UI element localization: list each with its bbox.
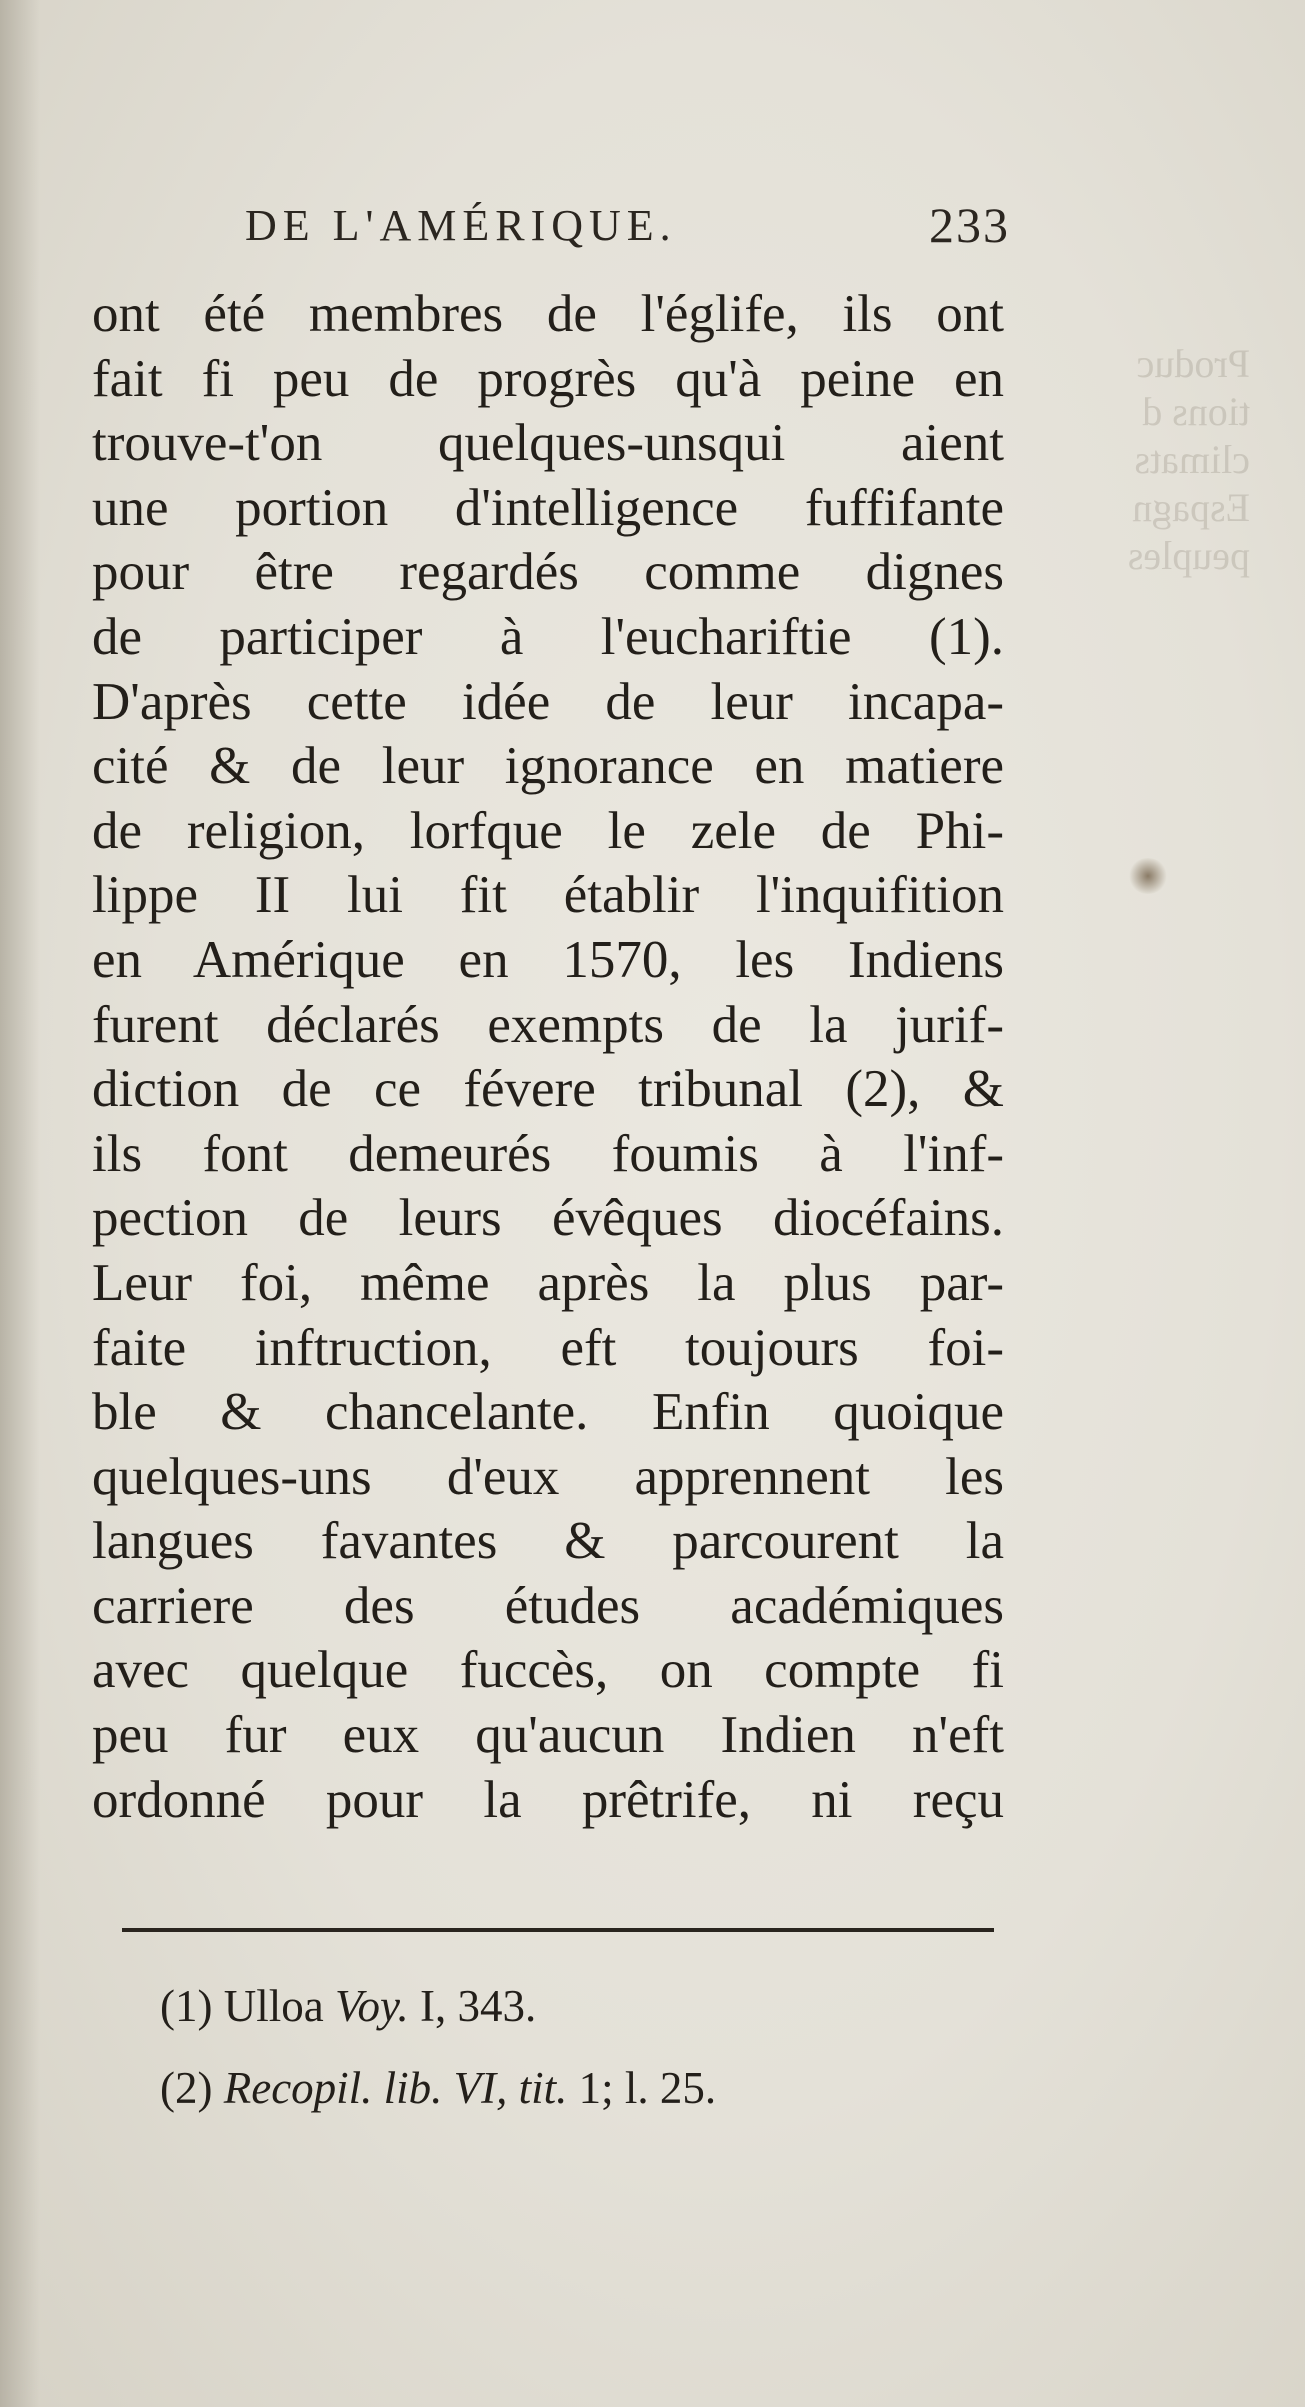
text-line: fait fi peu de progrès qu'à peine en bbox=[92, 349, 1004, 408]
footnote-locator: 1; l. 25. bbox=[578, 2063, 717, 2113]
text-line: pour être regardés comme dignes bbox=[92, 543, 1004, 602]
text-line: lippe II lui fit établir l'inquifition bbox=[92, 866, 1004, 925]
text-line: trouve-t'on quelques-unsqui aient bbox=[92, 414, 1004, 473]
text-line: ble & chancelante. Enfin quoique bbox=[92, 1383, 1004, 1442]
footnote-1 bbox=[160, 1965, 1000, 2047]
bleed-line: peuples bbox=[1127, 533, 1250, 578]
text-line: cité & de leur ignorance en matiere bbox=[92, 737, 1004, 796]
footnote-locator: I, 343. bbox=[419, 1981, 537, 2031]
bleed-line: tions d bbox=[1142, 389, 1250, 434]
running-title: DE L'AMÉRIQUE. bbox=[245, 201, 677, 250]
text-line: une portion d'intelligence fuffifante bbox=[92, 478, 1004, 537]
running-header bbox=[245, 197, 1010, 260]
text-line: ont été membres de l'églife, ils ont bbox=[92, 285, 1004, 343]
footnote-rule bbox=[122, 1928, 994, 1932]
text-line: peu fur eux qu'aucun Indien n'eft bbox=[92, 1706, 1004, 1765]
text-line: diction de ce févere tribunal (2), & bbox=[92, 1060, 1004, 1119]
body-text bbox=[92, 282, 1004, 1832]
text-line: pection de leurs évêques diocéfains. bbox=[92, 1189, 1004, 1248]
text-line: Leur foi, même après la plus par- bbox=[92, 1253, 1004, 1312]
bleed-through-margin-text bbox=[1030, 340, 1250, 580]
text-line: quelques-uns d'eux apprennent les bbox=[92, 1447, 1004, 1506]
footnote-author: Ulloa bbox=[223, 1981, 324, 2031]
bleed-line: Espagn bbox=[1132, 485, 1250, 530]
text-line: avec quelque fuccès, on compte fi bbox=[92, 1641, 1004, 1700]
footnote-mark: (1) bbox=[160, 1981, 213, 2031]
footnote-reference: Voy. bbox=[334, 1981, 409, 2031]
text-line: ordonné pour la prêtrife, ni reçu bbox=[92, 1770, 1004, 1829]
text-line: en Amérique en 1570, les Indiens bbox=[92, 930, 1004, 989]
text-line: faite inftruction, eft toujours foi- bbox=[92, 1318, 1004, 1377]
bleed-line: climats bbox=[1134, 437, 1250, 482]
footnote-reference: Recopil. lib. VI, tit. bbox=[223, 2063, 568, 2113]
text-line: furent déclarés exempts de la jurif- bbox=[92, 995, 1004, 1054]
text-line: ils font demeurés foumis à l'inf- bbox=[92, 1124, 1004, 1183]
text-line: carriere des études académiques bbox=[92, 1576, 1004, 1635]
text-line: de participer à l'euchariftie (1). bbox=[92, 607, 1004, 666]
footnote-2 bbox=[160, 2047, 1000, 2129]
text-line: D'après cette idée de leur incapa- bbox=[92, 672, 1004, 731]
bleed-line: Produc bbox=[1136, 341, 1250, 386]
footnote-mark: (2) bbox=[160, 2063, 213, 2113]
gutter-shadow bbox=[0, 0, 40, 2407]
text-line: langues favantes & parcourent la bbox=[92, 1512, 1004, 1571]
text-line: de religion, lorfque le zele de Phi- bbox=[92, 801, 1004, 860]
footnotes bbox=[160, 1965, 1000, 2129]
page-number: 233 bbox=[929, 197, 1010, 253]
paper-stain bbox=[1128, 858, 1168, 894]
